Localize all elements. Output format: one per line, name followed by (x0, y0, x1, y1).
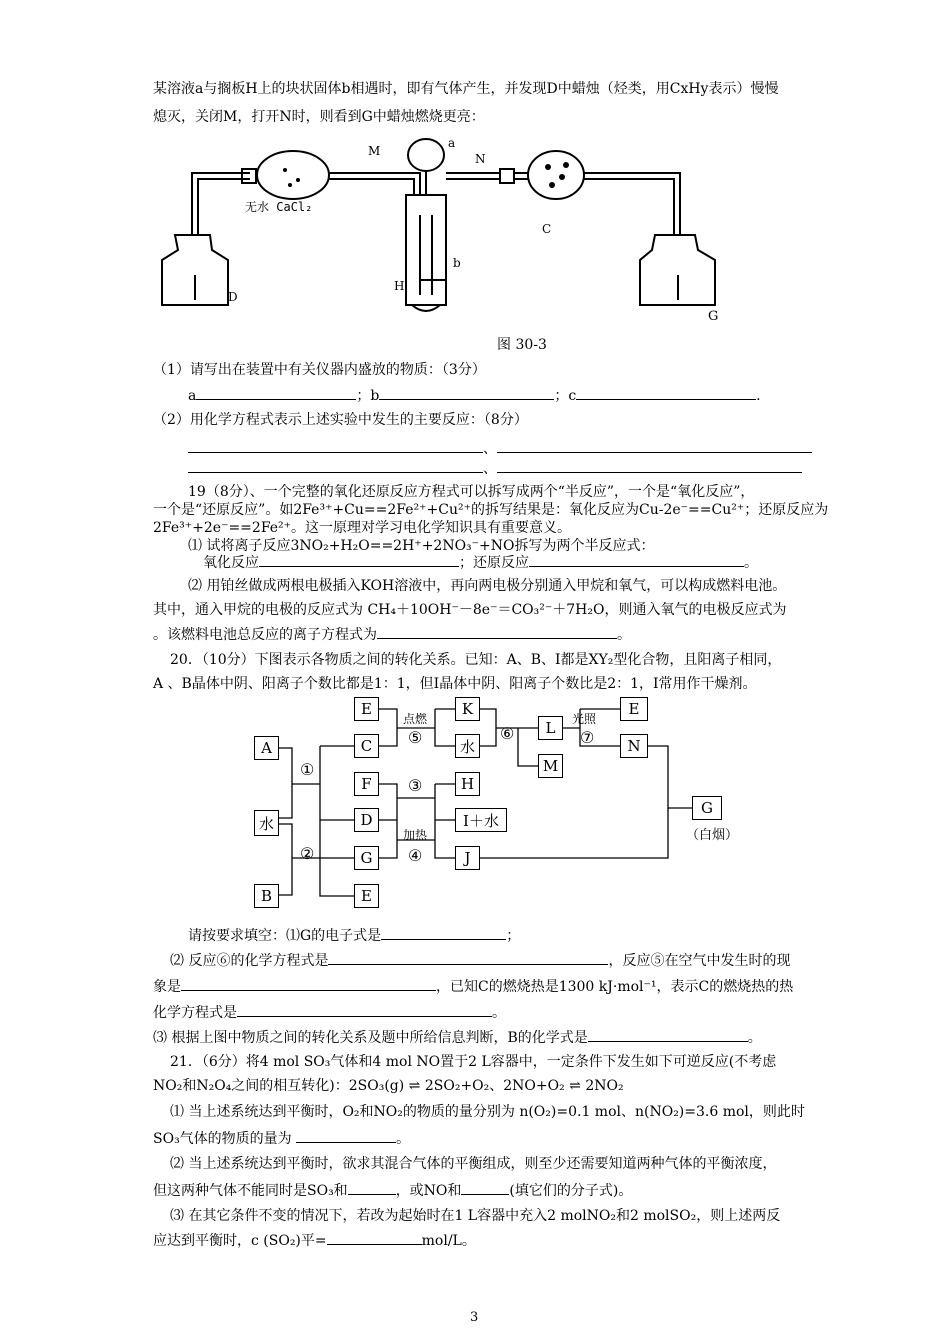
q21-line-5: ⑵ 当上述系统达到平衡时，欲求其混合气体的平衡组成，则至少还需要知道两种气体的平衡浓度， (170, 1156, 777, 1172)
q20-answer-4: 化学方程式是 。 (153, 1002, 506, 1023)
box-e-top: E (354, 697, 379, 721)
reaction-4: ④ (408, 846, 423, 865)
q18-blanks: a ；b ；c . (188, 385, 761, 406)
box-m: M (538, 754, 563, 778)
reaction-6: ⑥ (500, 724, 515, 743)
intro-line-1: 某溶液a与搁板H上的块状固体b相遇时，即有气体产生，并发现D中蜡烛（烃类，用CxHy表示）慢慢 (153, 81, 779, 97)
label-h: H (394, 279, 405, 293)
box-d: D (354, 808, 379, 832)
q21-line-7: ⑶ 在其它条件不变的情况下，若改为起始时在1 L容器中充入2 molNO₂和2 molSO₂，则上述两反 (170, 1208, 781, 1224)
q18-eq-line-2: 、 (188, 458, 802, 479)
q18-eq-line-1: 、 (188, 438, 812, 459)
reaction-7: ⑦ (580, 728, 595, 747)
reaction-1: ① (300, 760, 315, 779)
label-b: b (453, 256, 461, 270)
white-smoke-label: （白烟） (686, 828, 739, 843)
label-a: a (448, 136, 456, 150)
q21-line-6: 但这两种气体不能同时是SO₃和 ，或NO和 (填它们的分子式)。 (153, 1180, 632, 1201)
label-g: G (708, 309, 719, 324)
q19-line-2: 一个是“还原反应”。如2Fe³⁺+Cu==2Fe²⁺+Cu²⁺的拆写结果是：氧化反应为Cu-2e⁻==Cu²⁺；还原反应为 (153, 502, 829, 518)
reaction-2: ② (300, 844, 315, 863)
intro-line-2: 熄灭，关闭M，打开N时，则看到G中蜡烛燃烧更亮： (153, 109, 485, 125)
q19-line-5: ⑵ 用铂丝做成两根电极插入KOH溶液中，再向两电极分别通入甲烷和氧气，可以构成燃料电池。 (188, 578, 787, 594)
box-a: A (254, 736, 279, 760)
ignite-label: 点燃 (403, 712, 428, 726)
box-g-small: G (354, 846, 379, 870)
label-n: N (475, 152, 486, 166)
page-number: 3 (470, 1310, 479, 1325)
box-g: G (692, 796, 722, 820)
q18-part2: （2）用化学方程式表示上述实验中发生的主要反应：（8分） (153, 412, 528, 428)
q19-line-4: ⑴ 试将离子反应3NO₂+H₂O==2H⁺+2NO₃⁻+NO拆写为两个半反应式： (188, 538, 655, 554)
q19-line-1: 19（8分）、一个完整的氧化还原反应方程式可以拆写成两个“半反应”，一个是“氧化反应”， (188, 484, 755, 500)
q19-half-reactions: 氧化反应 ；还原反应 。 (203, 552, 758, 573)
q19-line-7: 。该燃料电池总反应的离子方程式为 。 (153, 624, 631, 645)
q21-line-1: 21．（6分）将4 mol SO₃气体和4 mol NO置于2 L容器中，一定条件下发生如下可逆反应(不考虑 (170, 1054, 777, 1070)
box-water: 水 (254, 810, 279, 836)
q20-line-1: 20．（10分）下图表示各物质之间的转化关系。已知：A、B、I都是XY₂型化合物，且阳离子相同， (170, 652, 782, 668)
q18-part1: （1）请写出在装置中有关仪器内盛放的物质：（3分） (153, 362, 486, 378)
heat-label: 加热 (403, 828, 428, 842)
q20-answer-1: 请按要求填空：⑴G的电子式是 ； (188, 925, 520, 946)
box-water2: 水 (455, 734, 480, 758)
box-h: H (455, 772, 480, 796)
box-e-right: E (620, 697, 648, 721)
q20-answer-3: 象是 ，已知C的燃烧热是1300 kJ·mol⁻¹，表示C的燃烧热的热 (153, 976, 793, 997)
box-j: J (455, 846, 480, 870)
box-k: K (455, 697, 480, 721)
box-f: F (354, 772, 379, 796)
box-i-water: I＋水 (455, 808, 507, 832)
q21-line-8: 应达到平衡时，c (SO₂)平= mol/L。 (153, 1230, 476, 1251)
q21-line-4: SO₃气体的物质的量为 。 (153, 1128, 410, 1149)
box-e-bottom: E (354, 884, 379, 908)
box-b: B (254, 884, 279, 908)
q21-line-2: NO₂和N₂O₄之间的相互转化)：2SO₃(g) ⇌ 2SO₂+O₂、2NO+O₂ ⇌ 2NO₂ (153, 1078, 624, 1094)
q20-line-2: A 、B晶体中阴、阳离子个数比都是1：1，但I晶体中阴、阳离子个数比是2：1，I常用作干燥剂。 (153, 676, 757, 692)
q19-line-6: 其中，通入甲烷的电极的反应式为 CH₄＋10OH⁻－8e⁻＝CO₃²⁻＋7H₂O，则通入氧气的电极反应式为 (153, 602, 787, 618)
light-label: 光照 (572, 712, 597, 726)
box-l: L (538, 716, 563, 740)
box-c: C (354, 734, 379, 758)
q20-answer-2: ⑵ 反应⑥的化学方程式是 ，反应⑤在空气中发生时的现 (170, 950, 790, 971)
figure-caption: 图 30-3 (497, 337, 547, 353)
label-c: C (542, 222, 552, 236)
label-m: M (368, 144, 381, 158)
box-n: N (620, 734, 648, 758)
label-d: D (228, 290, 238, 304)
q20-answer-5: ⑶ 根据上图中物质之间的转化关系及题中所给信息判断，B的化学式是 。 (153, 1027, 762, 1048)
q21-line-3: ⑴ 当上述系统达到平衡时，O₂和NO₂的物质的量分别为 n(O₂)=0.1 mol、n(NO₂)=3.6 mol，则此时 (170, 1104, 805, 1120)
reaction-5: ⑤ (408, 728, 423, 747)
q19-line-3: 2Fe³⁺+2e⁻==2Fe²⁺。这一原理对学习电化学知识具有重要意义。 (153, 520, 572, 536)
cacl2-label: 无水 CaCl₂ (245, 200, 313, 214)
reaction-3: ③ (408, 776, 423, 795)
